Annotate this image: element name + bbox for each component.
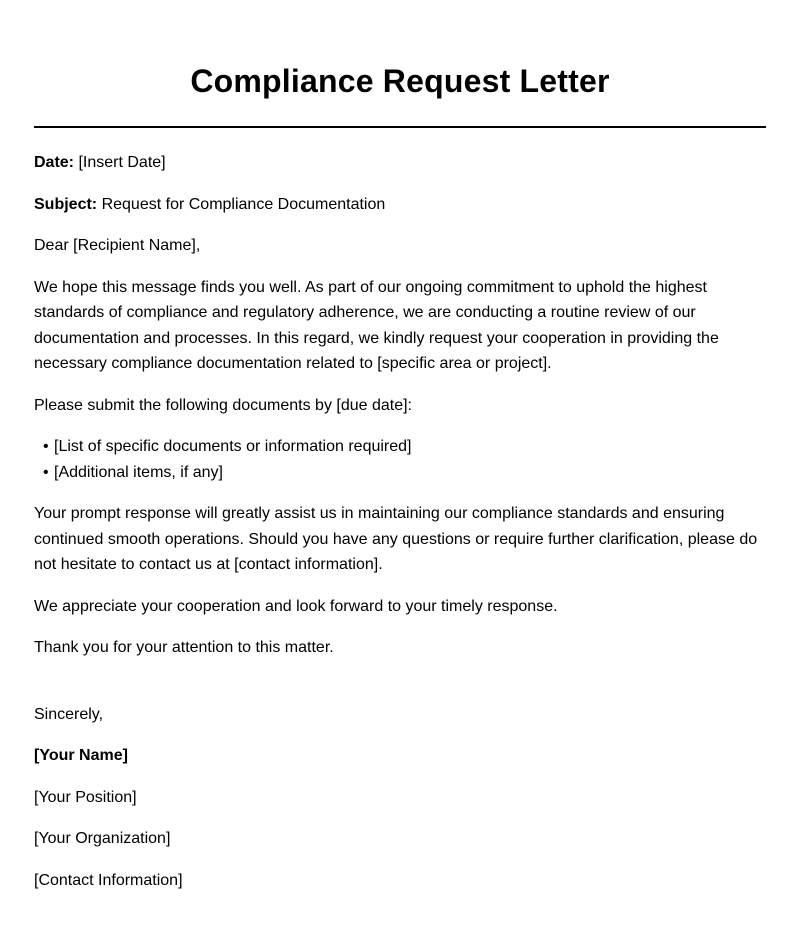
subject-label: Subject: <box>34 195 98 213</box>
signature-organization: [Your Organization] <box>34 830 171 847</box>
documents-list <box>34 434 766 485</box>
signature-contact: [Contact Information] <box>34 871 183 889</box>
closing-spacer <box>34 677 766 702</box>
title-divider <box>34 126 766 128</box>
thanks-paragraph: Thank you for your attention to this matter. <box>34 639 334 656</box>
date-label: Date: <box>34 154 75 171</box>
letter-body <box>34 150 766 909</box>
salutation: Dear [Recipient Name], <box>34 237 201 254</box>
list-item-text: [List of specific documents or information required] <box>54 438 412 455</box>
page-title: Compliance Request Letter <box>190 63 610 99</box>
closing: Sincerely, <box>34 705 104 723</box>
list-item <box>43 460 766 486</box>
response-paragraph: Your prompt response will greatly assist us in maintaining our compliance standards and ensuring continued smooth operations. Should you have any questions or require further clarification, please do not hesitate to contact us at [contact information]. <box>34 505 758 573</box>
list-item <box>43 434 766 460</box>
appreciate-paragraph: We appreciate your cooperation and look forward to your timely response. <box>34 597 558 615</box>
date-line <box>34 150 766 176</box>
bullet-icon: • <box>43 438 49 455</box>
subject-value: Request for Compliance Documentation <box>101 195 386 213</box>
signature-name: [Your Name] <box>34 747 128 764</box>
subject-line <box>34 192 766 218</box>
intro-paragraph: We hope this message finds you well. As part of our ongoing commitment to uphold the highest standards of compliance and regulatory adherence, we are conducting a routine review of our documentation and processes. In this regard, we kindly request your cooperation in providing the necessary compliance documentation related to [specific area or project]. <box>34 278 719 372</box>
date-value: [Insert Date] <box>78 154 166 171</box>
list-item-text: [Additional items, if any] <box>54 463 223 481</box>
bullet-icon: • <box>43 463 49 481</box>
signature-position: [Your Position] <box>34 788 137 806</box>
submit-paragraph: Please submit the following documents by [due date]: <box>34 396 412 414</box>
